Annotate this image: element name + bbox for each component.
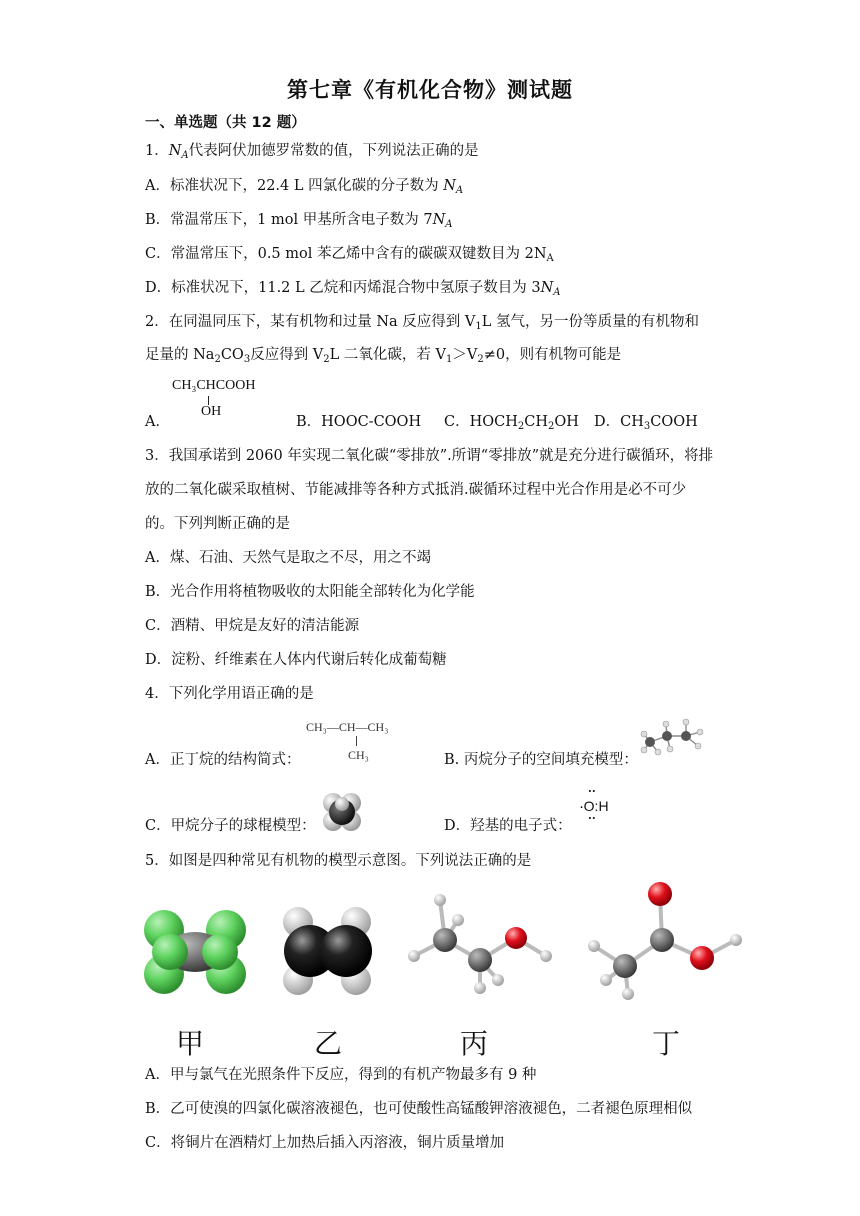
question-4-option-a: A．正丁烷的结构简式： bbox=[145, 752, 301, 768]
methane-model-image bbox=[320, 790, 364, 834]
question-5-option-b: B．乙可使溴的四氯化碳溶液褪色，也可使酸性高锰酸钾溶液褪色，二者褪色原理相似 bbox=[145, 1101, 693, 1117]
question-3-stem-line-1: 3．我国承诺到 2060 年实现二氧化碳“零排放”.所谓“零排放”就是充分进行碳循环，将排 bbox=[145, 448, 714, 464]
question-1-option-b: B．常温常压下，1 mol 甲基所含电子数为 $7N_A$ bbox=[145, 212, 453, 230]
question-1-option-d: D．标准状况下，11.2 L 乙烷和丙烯混合物中氢原子数目为 $3N_A$ bbox=[145, 280, 561, 298]
lactic-acid-formula-bottom: OH bbox=[201, 404, 222, 419]
butane-bond bbox=[356, 736, 357, 746]
propane-model-image bbox=[636, 714, 716, 762]
hydroxyl-electron-formula: ·O:H bbox=[580, 798, 609, 814]
question-2-option-a: A． bbox=[145, 414, 170, 430]
question-2-stem-line-1: 2．在同温同压下，某有机物和过量 Na 反应得到 $V_1L$ 氢气，另一份等质量的有机物和 bbox=[145, 314, 699, 332]
question-4-option-d: D．羟基的电子式： bbox=[444, 818, 572, 834]
model-label-bing: 丙 bbox=[460, 1027, 489, 1060]
butane-formula-top: CH₃—CH—CH₃ bbox=[306, 720, 389, 734]
model-label-jia: 甲 bbox=[176, 1027, 205, 1060]
question-2-option-d: D．$CH_3COOH$ bbox=[594, 414, 698, 432]
question-4-option-c: C．甲烷分子的球棍模型： bbox=[145, 818, 316, 834]
question-5-option-a: A．甲与氯气在光照条件下反应，得到的有机产物最多有 9 种 bbox=[145, 1067, 537, 1083]
butane-formula-bottom: CH₃ bbox=[348, 748, 369, 762]
section-heading: 一、单选题（共 12 题） bbox=[145, 115, 306, 131]
question-1-option-a: A．标准状况下，22.4 L 四氯化碳的分子数为 $N_A$ bbox=[145, 178, 464, 196]
question-3-option-a: A．煤、石油、天然气是取之不尽，用之不竭 bbox=[145, 550, 431, 566]
electron-dots-bottom: ·· bbox=[588, 812, 596, 825]
question-5-option-c: C．将铜片在酒精灯上加热后插入丙溶液，铜片质量增加 bbox=[145, 1135, 505, 1151]
question-1-option-c: C．常温常压下，0.5 mol 苯乙烯中含有的碳碳双键数目为 $2N_A$ bbox=[145, 246, 554, 264]
question-1-stem: 1．$N_A$代表阿伏加德罗常数的值，下列说法正确的是 bbox=[145, 143, 479, 161]
question-3-option-b: B．光合作用将植物吸收的太阳能全部转化为化学能 bbox=[145, 584, 475, 600]
question-2-stem-line-2: 足量的 $Na_2CO_3$反应得到 $V_2L$ 二氧化碳，若 $V_1>V_2\ne 0$，则有机物可能是 bbox=[145, 347, 622, 365]
model-yi bbox=[283, 907, 372, 995]
lactic-acid-formula-top: CH₃CHCOOH bbox=[172, 378, 256, 393]
question-4-stem: 4．下列化学用语正确的是 bbox=[145, 686, 314, 702]
page-title: 第七章《有机化合物》测试题 bbox=[287, 78, 573, 102]
question-3-option-d: D．淀粉、纤维素在人体内代谢后转化成葡萄糖 bbox=[145, 652, 447, 668]
model-label-ding: 丁 bbox=[652, 1027, 681, 1060]
electron-dots-top: ·· bbox=[588, 785, 596, 798]
question-3-option-c: C．酒精、甲烷是友好的清洁能源 bbox=[145, 618, 360, 634]
question-2-option-b: B．HOOC-COOH bbox=[296, 414, 422, 430]
model-label-yi: 乙 bbox=[314, 1027, 343, 1060]
question-5-stem: 5．如图是四种常见有机物的模型示意图。下列说法正确的是 bbox=[145, 853, 532, 869]
question-3-stem-line-3: 的。下列判断正确的是 bbox=[145, 516, 290, 532]
molecule-models-figure bbox=[0, 870, 860, 1020]
question-2-option-c: C．$HOCH_2CH_2OH$ bbox=[444, 414, 579, 432]
model-jia bbox=[144, 910, 246, 994]
question-4-option-b: B. 丙烷分子的空间填充模型： bbox=[444, 752, 638, 768]
question-3-stem-line-2: 放的二氧化碳采取植树、节能减排等各种方式抵消.碳循环过程中光合作用是必不可少 bbox=[145, 482, 687, 498]
